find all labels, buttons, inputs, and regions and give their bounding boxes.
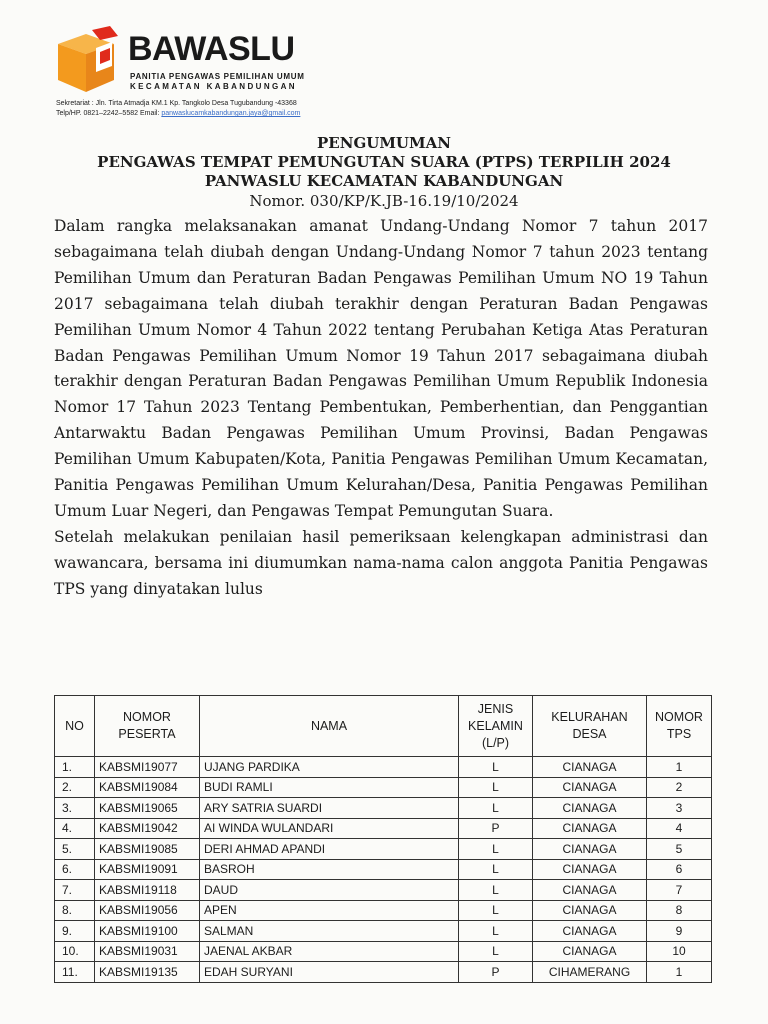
cell-nama: APEN [200,900,459,921]
table-row [55,777,712,798]
cell-no: 1. [55,757,95,778]
cell-kelurahan: CIANAGA [533,900,647,921]
table-row [55,839,712,860]
cell-no: 8. [55,900,95,921]
cell-kelurahan: CIANAGA [533,921,647,942]
table-row [55,880,712,901]
cell-jenis-kelamin: P [459,962,533,983]
cell-no: 3. [55,798,95,819]
announcement-heading [0,134,768,211]
cell-no: 6. [55,859,95,880]
cell-no: 11. [55,962,95,983]
cell-nomor-tps: 1 [647,757,712,778]
announcement-body [54,214,708,603]
cell-no: 2. [55,777,95,798]
table-row [55,757,712,778]
table-row [55,859,712,880]
org-phone: Telp/HP. 0821–2242–5582 Email: [56,110,160,117]
org-address: Sekretariat : Jln. Tirta Atmadja KM.1 Kp. Tangkolo Desa Tugubandung -43368 [56,100,297,107]
cell-nomor-peserta: KABSMI19085 [95,839,200,860]
cell-jenis-kelamin: L [459,859,533,880]
cell-no: 7. [55,880,95,901]
cell-no: 10. [55,941,95,962]
cell-jenis-kelamin: L [459,900,533,921]
cell-kelurahan: CIANAGA [533,941,647,962]
table-row [55,798,712,819]
cell-nama: EDAH SURYANI [200,962,459,983]
table-row [55,921,712,942]
cell-kelurahan: CIANAGA [533,880,647,901]
cell-no: 4. [55,818,95,839]
cell-nama: DERI AHMAD APANDI [200,839,459,860]
org-subtitle: PANITIA PENGAWAS PEMILIHAN UMUM [130,72,305,81]
cell-nomor-peserta: KABSMI19135 [95,962,200,983]
cell-nama: DAUD [200,880,459,901]
cell-nomor-peserta: KABSMI19042 [95,818,200,839]
bawaslu-logo-icon [52,26,124,96]
header-kelurahan: KELURAHAN DESA [533,696,647,757]
table-row [55,900,712,921]
cell-nomor-peserta: KABSMI19118 [95,880,200,901]
results-table-container [54,695,712,983]
cell-nomor-peserta: KABSMI19084 [95,777,200,798]
header-nomor-peserta: NOMOR PESERTA [95,696,200,757]
table-header-row [55,696,712,757]
cell-kelurahan: CIANAGA [533,777,647,798]
org-email-link[interactable]: panwaslucamkabandungan.jaya@gmail.com [161,110,301,117]
cell-nomor-tps: 9 [647,921,712,942]
header-jenis-kelamin: JENIS KELAMIN (L/P) [459,696,533,757]
heading-issuer: PANWASLU KECAMATAN KABANDUNGAN [204,172,564,190]
cell-jenis-kelamin: L [459,757,533,778]
table-row [55,818,712,839]
results-table [54,695,712,983]
org-contact [56,110,300,117]
heading-subject: PENGAWAS TEMPAT PEMUNGUTAN SUARA (PTPS) TERPILIH 2024 [97,153,671,171]
cell-jenis-kelamin: L [459,798,533,819]
header-nama: NAMA [200,696,459,757]
cell-nama: AI WINDA WULANDARI [200,818,459,839]
cell-nama: ARY SATRIA SUARDI [200,798,459,819]
table-row [55,962,712,983]
org-name: BAWASLU [128,30,295,68]
cell-nomor-peserta: KABSMI19031 [95,941,200,962]
heading-number: Nomor. 030/KP/K.JB-16.19/10/2024 [249,192,519,210]
cell-kelurahan: CIHAMERANG [533,962,647,983]
header-nomor-tps: NOMOR TPS [647,696,712,757]
cell-nama: JAENAL AKBAR [200,941,459,962]
cell-jenis-kelamin: P [459,818,533,839]
header-no: NO [55,696,95,757]
org-district: KECAMATAN KABANDUNGAN [130,82,297,91]
cell-kelurahan: CIANAGA [533,757,647,778]
cell-jenis-kelamin: L [459,941,533,962]
cell-nomor-peserta: KABSMI19077 [95,757,200,778]
cell-kelurahan: CIANAGA [533,839,647,860]
heading-title: PENGUMUMAN [317,134,451,152]
cell-nomor-tps: 5 [647,839,712,860]
cell-nomor-tps: 7 [647,880,712,901]
cell-jenis-kelamin: L [459,839,533,860]
cell-jenis-kelamin: L [459,921,533,942]
cell-nomor-tps: 3 [647,798,712,819]
cell-kelurahan: CIANAGA [533,798,647,819]
cell-kelurahan: CIANAGA [533,859,647,880]
cell-jenis-kelamin: L [459,880,533,901]
cell-jenis-kelamin: L [459,777,533,798]
cell-nomor-peserta: KABSMI19091 [95,859,200,880]
letterhead [50,22,370,122]
cell-nomor-peserta: KABSMI19065 [95,798,200,819]
cell-nomor-peserta: KABSMI19056 [95,900,200,921]
cell-nomor-tps: 1 [647,962,712,983]
cell-nomor-peserta: KABSMI19100 [95,921,200,942]
cell-kelurahan: CIANAGA [533,818,647,839]
body-paragraph-1: Dalam rangka melaksanakan amanat Undang-Undang Nomor 7 tahun 2017 sebagaimana telah diubah dengan Undang-Undang Nomor 7 tahun 2023 tentang Pemilihan Umum dan Peraturan Badan Pengawas Pemilihan Umum NO 19 Tahun 2017 sebagaimana telah diubah terakhir dengan Peraturan Badan Pengawas Pemilihan Umum Nomor 4 Tahun 2022 tentang Perubahan Ketiga Atas Peraturan Badan Pengawas Pemilihan Umum Nomor 19 Tahun 2017 sebagaimana diubah terakhir dengan Peraturan Badan Pengawas Pemilihan Umum Republik Indonesia Nomor 17 Tahun 2023 Tentang Pembentukan, Pemberhentian, dan Penggantian Antarwaktu Badan Pengawas Pemilihan Umum Provinsi, Badan Pengawas Pemilihan Umum Kabupaten/Kota, Panitia Pengawas Pemilihan Umum Kecamatan, Panitia Pengawas Pemilihan Umum Kelurahan/Desa, Panitia Pengawas Pemilihan Umum Luar Negeri, dan Pengawas Tempat Pemungutan Suara. [54,217,708,520]
cell-nomor-tps: 2 [647,777,712,798]
cell-nama: BUDI RAMLI [200,777,459,798]
cell-nomor-tps: 4 [647,818,712,839]
cell-no: 5. [55,839,95,860]
cell-nomor-tps: 6 [647,859,712,880]
table-body [55,757,712,983]
cell-nama: UJANG PARDIKA [200,757,459,778]
cell-no: 9. [55,921,95,942]
cell-nama: BASROH [200,859,459,880]
cell-nomor-tps: 10 [647,941,712,962]
cell-nomor-tps: 8 [647,900,712,921]
table-row [55,941,712,962]
body-paragraph-2: Setelah melakukan penilaian hasil pemeriksaan kelengkapan administrasi dan wawancara, bersama ini diumumkan nama-nama calon anggota Panitia Pengawas TPS yang dinyatakan lulus [54,527,708,598]
cell-nama: SALMAN [200,921,459,942]
